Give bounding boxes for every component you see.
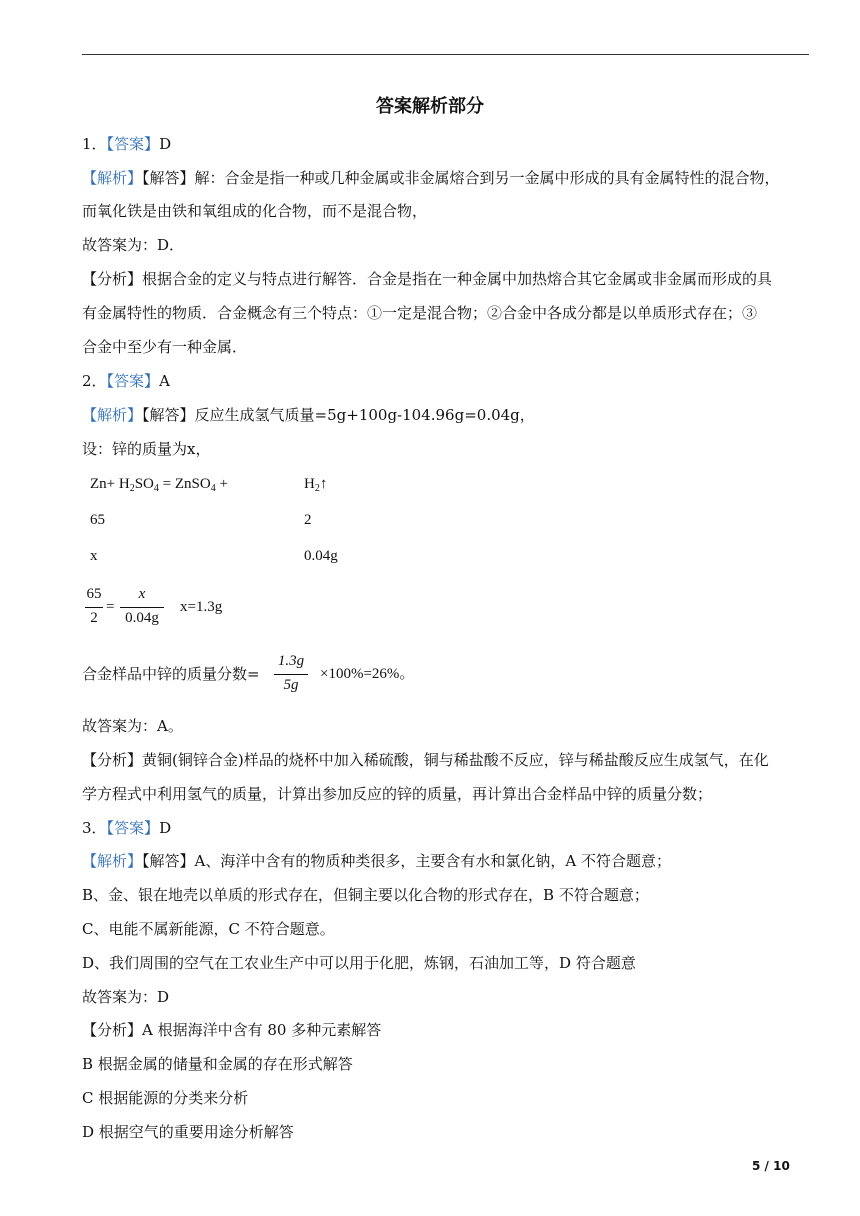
- jiexi-tag: 【解析】: [82, 169, 143, 187]
- q2-fenxi-line-1: [82, 750, 769, 770]
- fraction-x-over-004g: x 0.04g: [120, 586, 164, 630]
- fenxi-tag: 【分析】: [82, 1021, 143, 1039]
- q1-answer-line: [82, 134, 171, 154]
- zn-molar-mass: 65: [90, 512, 105, 528]
- fenxi-tag: 【分析】: [82, 751, 143, 769]
- q1-answer: D: [159, 135, 172, 153]
- q1-fenxi-text-1: 根据合金的定义与特点进行解答．合金是指在一种金属中加热熔合其它金属或非金属而形成的具: [142, 270, 773, 288]
- q3-jiexi-line-a: [82, 851, 671, 871]
- h2-mass: 0.04g: [304, 548, 338, 564]
- x-result: x=1.3g: [180, 599, 223, 615]
- q3-conclusion: 故答案为：D: [82, 988, 170, 1006]
- jieda-tag: 【解答】: [142, 852, 195, 870]
- q3-jiexi-text-a: A、海洋中含有的物质种类很多，主要含有水和氯化钠，A 不符合题意；: [194, 852, 671, 870]
- q2-conclusion: 故答案为：A。: [82, 717, 183, 735]
- q3-jiexi-line-b: B、金、银在地壳以单质的形式存在，但铜主要以化合物的形式存在，B 不符合题意；: [82, 886, 649, 904]
- q3-number: 3．: [82, 819, 107, 837]
- fenxi-tag: 【分析】: [82, 270, 143, 288]
- mass-fraction-label: 合金样品中锌的质量分数=: [82, 665, 260, 683]
- q3-jiexi-line-c: C、电能不属新能源，C 不符合题意。: [82, 920, 335, 938]
- reaction-equation: $Zn+ H_2SO_4$ = ZnSO$_4$ +: [90, 476, 228, 494]
- answer-tag: 【答案】: [106, 372, 160, 390]
- q2-fenxi-line-2: 学方程式中利用氢气的质量，计算出参加反应的锌的质量，再计算出合金样品中锌的质量分数；: [82, 785, 713, 803]
- jieda-tag: 【解答】: [142, 406, 195, 424]
- fraction-65-over-2: 65 2: [86, 586, 102, 626]
- jiexi-tag: 【解析】: [82, 852, 143, 870]
- q1-fenxi-line-2: 有金属特性的物质．合金概念有三个特点：①一定是混合物；②合金中各成分都是以单质形式存在；③: [82, 304, 758, 322]
- jiexi-tag: 【解析】: [82, 406, 143, 424]
- q3-fenxi-line-c: C 根据能源的分类来分析: [82, 1089, 249, 1107]
- q2-answer: A: [159, 372, 170, 390]
- header-rule: [82, 54, 809, 55]
- q1-conclusion: 故答案为：D．: [82, 236, 185, 254]
- q1-jiexi-line-1: [82, 168, 780, 188]
- page-number: 5 / 10: [752, 1159, 790, 1173]
- q1-jiexi-line-2: 而氧化铁是由铁和氧组成的化合物，而不是混合物，: [82, 202, 428, 220]
- q3-answer-line: [82, 818, 171, 838]
- h2-molar-mass: 2: [304, 512, 312, 528]
- fraction-13g-over-5g: 1.3g 5g: [274, 653, 308, 697]
- q3-jiexi-line-d: D、我们周围的空气在工农业生产中可以用于化肥，炼钢，石油加工等，D 符合题意: [82, 954, 636, 972]
- q2-jiexi-line-1: [82, 405, 535, 425]
- q2-jiexi-text-1: 反应生成氢气质量=5g+100g-104.96g=0.04g，: [194, 406, 535, 424]
- jieda-tag: 【解答】: [142, 169, 195, 187]
- q3-answer: D: [159, 819, 172, 837]
- q1-jiexi-text-1: 解：合金是指一种或几种金属或非金属熔合到另一金属中形成的具有金属特性的混合物，: [194, 169, 780, 187]
- q2-number: 2．: [82, 372, 107, 390]
- q2-fenxi-text-1: 黄铜(铜锌合金)样品的烧杯中加入稀硫酸，铜与稀盐酸不反应，锌与稀盐酸反应生成氢气，在化: [142, 751, 769, 769]
- equals-sign: =: [106, 599, 115, 615]
- q1-fenxi-line-1: [82, 269, 772, 289]
- answer-tag: 【答案】: [106, 819, 160, 837]
- q1-number: 1．: [82, 135, 107, 153]
- mass-fraction-result: ×100%=26%。: [320, 666, 415, 682]
- page-title: 答案解析部分: [376, 96, 484, 117]
- q2-answer-line: [82, 371, 170, 391]
- zn-unknown: x: [90, 548, 98, 564]
- q3-fenxi-line-d: D 根据空气的重要用途分析解答: [82, 1123, 294, 1141]
- answer-tag: 【答案】: [106, 135, 160, 153]
- q3-fenxi-line-a: [82, 1020, 381, 1040]
- q2-let-line: 设：锌的质量为x，: [82, 440, 211, 458]
- hydrogen-product: $H_2↑$: [304, 476, 328, 494]
- q3-fenxi-line-b: B 根据金属的储量和金属的存在形式解答: [82, 1055, 353, 1073]
- q1-fenxi-line-3: 合金中至少有一种金属．: [82, 338, 248, 356]
- q3-fenxi-text-a: A 根据海洋中含有 80 多种元素解答: [142, 1021, 382, 1039]
